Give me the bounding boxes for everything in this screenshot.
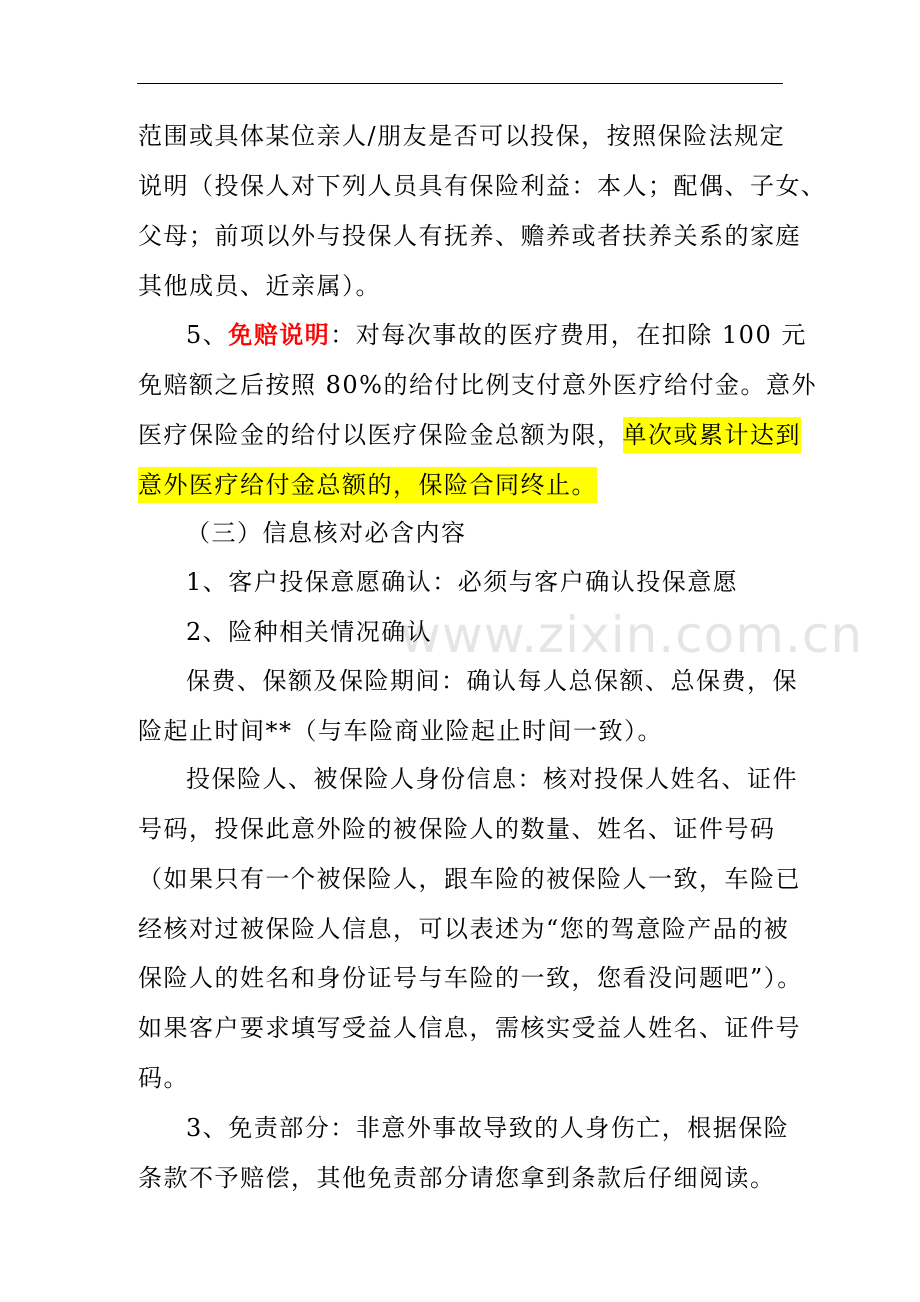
text-line: 免赔额之后按照 80%的给付比例支付意外医疗给付金。意外: [138, 371, 817, 399]
text-line: 号码，投保此意外险的被保险人的数量、姓名、证件号码: [138, 815, 776, 843]
text-line: 险起止时间**（与车险商业险起止时间一致）。: [138, 717, 663, 745]
watermark: www.zixin.com.cn: [400, 606, 864, 664]
deductible-paragraph: [186, 320, 836, 350]
text-segment: 医疗保险金的给付以医疗保险金总额为限，: [138, 421, 623, 449]
highlighted-text: 意外医疗给付金总额的，保险合同终止。: [138, 467, 597, 503]
text-line: 其他成员、近亲属）。: [138, 272, 381, 300]
text-line: 保险人的姓名和身份证号与车险的一致，您看没问题吧”）。: [138, 964, 803, 992]
header-rule: [137, 83, 783, 84]
text-line: 父母；前项以外与投保人有抚养、赡养或者扶养关系的家庭: [138, 222, 801, 250]
text-line: 条款不予赔偿，其他免责部分请您拿到条款后仔细阅读。: [138, 1164, 776, 1192]
text-line: [138, 420, 801, 450]
text-line: 经核对过被保险人信息，可以表述为“您的驾意险产品的被: [138, 915, 790, 943]
highlighted-text: 单次或累计达到: [623, 417, 802, 453]
text-segment: ：对每次事故的医疗费用，在扣除 100 元: [330, 321, 807, 349]
text-line: 保费、保额及保险期间：确认每人总保额、总保费，保: [186, 667, 798, 695]
list-item: 1、客户投保意愿确认：必须与客户确认投保意愿: [186, 568, 739, 596]
text-line: （如果只有一个被保险人，跟车险的被保险人一致，车险已: [138, 865, 801, 893]
list-item: 2、险种相关情况确认: [186, 618, 433, 646]
item-number: 5、: [186, 321, 229, 349]
deductible-label: 免赔说明: [228, 320, 331, 349]
text-line: 如果客户要求填写受益人信息，需核实受益人姓名、证件号: [138, 1014, 801, 1042]
text-line: 范围或具体某位亲人/朋友是否可以投保，按照保险法规定: [138, 122, 786, 150]
text-line: 码。: [138, 1064, 189, 1092]
text-line: 说明（投保人对下列人员具有保险利益：本人；配偶、子女、: [138, 172, 827, 200]
text-line: [138, 470, 788, 500]
text-line: 投保险人、被保险人身份信息：核对投保人姓名、证件: [186, 765, 798, 793]
section-heading: （三）信息核对必含内容: [186, 519, 467, 547]
list-item: 3、免责部分：非意外事故导致的人身伤亡，根据保险: [186, 1114, 790, 1142]
